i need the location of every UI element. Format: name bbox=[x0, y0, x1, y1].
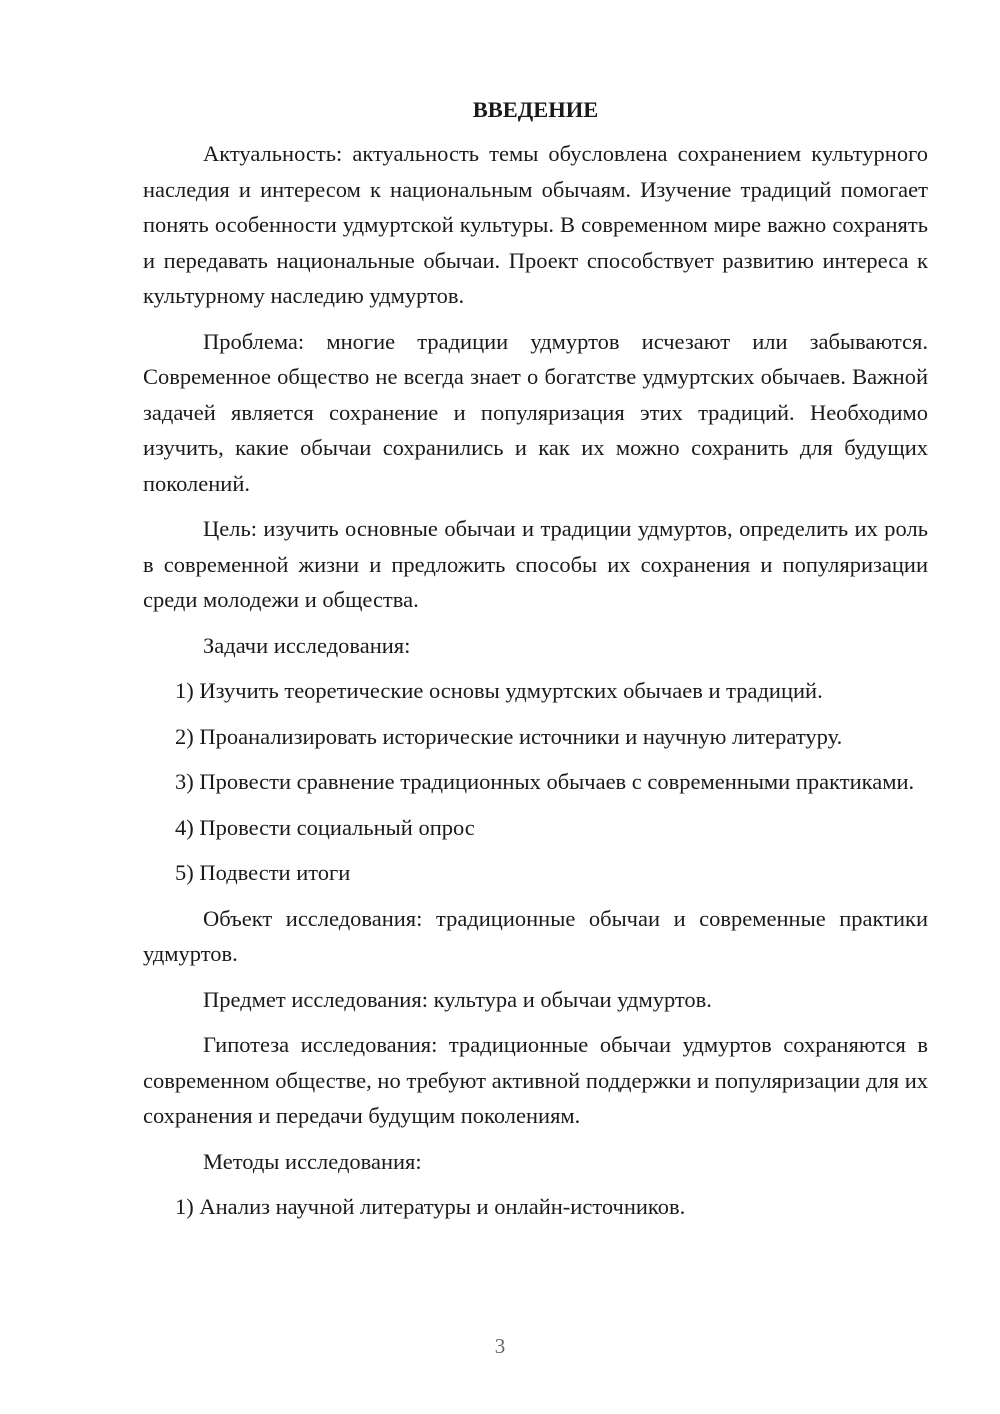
paragraph-subject: Предмет исследования: культура и обычаи удмуртов. bbox=[203, 986, 712, 1012]
task-item-1: 1) Изучить теоретические основы удмуртских обычаев и традиций. bbox=[175, 678, 823, 703]
paragraph-hypothesis: Гипотеза исследования: традиционные обычаи удмуртов сохраняются в современном обществе, но требуют активной поддержки и популяризации для их сохранения и передачи будущим поколениям. bbox=[143, 1032, 928, 1128]
paragraph-relevance: Актуальность: актуальность темы обусловлена сохранением культурного наследия и интересом к национальным обычаям. Изучение традиций помогает понять особенности удмуртской культуры. В современном мире важно сохранять и передавать национальные обычаи. Проект способствует развитию интереса к культурному наследию удмуртов. bbox=[143, 141, 928, 308]
methods-heading: Методы исследования: bbox=[203, 1148, 422, 1174]
paragraph-goal: Цель: изучить основные обычаи и традиции удмуртов, определить их роль в современной жизни и предложить способы их сохранения и популяризации среди молодежи и общества. bbox=[143, 516, 928, 612]
task-item-3: 3) Провести сравнение традиционных обычаев с современными практиками. bbox=[175, 769, 915, 794]
paragraph-object: Объект исследования: традиционные обычаи и современные практики удмуртов. bbox=[143, 905, 928, 966]
section-title: ВВЕДЕНИЕ bbox=[472, 97, 599, 122]
page-number: 3 bbox=[494, 1334, 506, 1358]
method-item-1: 1) Анализ научной литературы и онлайн-источников. bbox=[175, 1194, 686, 1219]
task-item-4: 4) Провести социальный опрос bbox=[175, 814, 475, 840]
task-item-2: 2) Проанализировать исторические источники и научную литературу. bbox=[175, 723, 843, 749]
document-page bbox=[143, 92, 928, 1235]
task-item-5: 5) Подвести итоги bbox=[175, 860, 351, 885]
paragraph-problem: Проблема: многие традиции удмуртов исчезают или забываются. Современное общество не всегда знает о богатстве удмуртских обычаев. Важной задачей является сохранение и популяризация этих традиций. Необходимо изучить, какие обычаи сохранились и как их можно сохранить для будущих поколений. bbox=[143, 328, 928, 496]
tasks-heading: Задачи исследования: bbox=[203, 632, 411, 658]
